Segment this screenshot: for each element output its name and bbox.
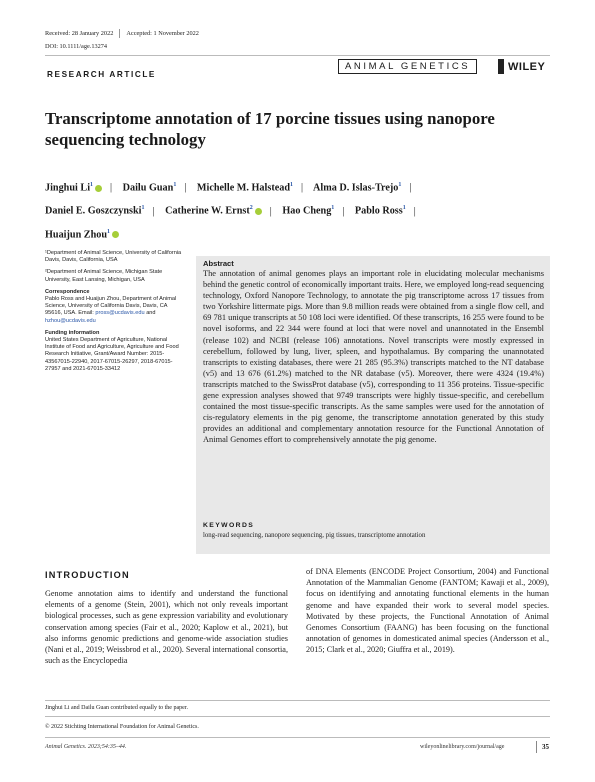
orcid-icon[interactable] bbox=[255, 208, 262, 215]
orcid-icon[interactable] bbox=[112, 231, 119, 238]
received-date: Received: 28 January 2022 bbox=[45, 29, 114, 37]
abstract-text: The annotation of animal genomes plays an important role in elucidating molecular mechanisms behind the genetic control of economically important traits. Here, we employed long-read sequencing technology, Oxford Nanopore Technology, to annotate the pig transcriptome across 17 tissues from two Yorkshire littermate pigs. More than 9.8 million reads were obtained from a single flow cell, and 69 781 unique transcripts at 50 108 loci were identified. Of these transcripts, 16 255 were found to be novel isoforms, and 22 344 were found at loci that were novel and unannotated in the Ensembl (release 102) and NCBI (release 106) annotations. Novel transcripts were mostly expressed in cerebellum, followed by lung, liver, spleen, and hypothalamus. By comparing the unannotated transcripts to existing databases, there were 21 285 (95.3%) transcripts matched to the NT database (v5) and 13 676 (61.2%) matched to the NR database (v5). Moreover, there were 4324 (19.4%) transcripts matched to the SwissProt database (v5), corresponding to 11 356 proteins. Tissue-specific gene expression analyses showed that 9749 transcripts were highly tissue-specific, and cerebellum contained the most tissue-specific transcripts. As the same samples were used for the annotation of cis-regulatory elements in the pig genome, the transcriptome annotation generated by this study provides an additional and complementary annotation resource for the Functional Annotation of Animal Genomes effort to comprehensively annotate the pig genome. bbox=[203, 269, 544, 445]
abstract-heading: Abstract bbox=[203, 259, 234, 268]
author-list: Jinghui Li$^1$ | Dailu Guan$^1$ | Michelle M. Halstead$^1$ | Alma D. Islas-Trejo$^1$ | Daniel E. Goszczynski$^1$ | Catherine W. Ernst$^2$ | Hao Cheng$^1$ | Pablo Ross$^1$ | Huaijun Zhou$^1$ bbox=[45, 182, 416, 241]
contribution-note: Jinghui Li and Dailu Guan contributed equally to the paper. bbox=[45, 705, 188, 711]
sidebar-info bbox=[45, 250, 185, 378]
copyright: © 2022 Stichting International Foundation for Animal Genetics. bbox=[45, 724, 199, 730]
publisher-logo: WILEY bbox=[508, 61, 546, 73]
correspondence-heading: Correspondence bbox=[45, 288, 90, 295]
journal-bar bbox=[498, 59, 504, 74]
body-text-col1: Genome annotation aims to identify and understand the functional elements of a genome (Stein, 2001), which not only reveals important biological processes, such as gene expression variability and evolutionary conservation among species (Fair et al., 2020; Kaplow et al., 2021), but also informs genomic predictions and genome-wide association studies (Nani et al., 2019; Weissbrod et al., 2020). Several international consortia, such as the Encyclopedia bbox=[45, 589, 288, 666]
article-type: RESEARCH ARTICLE bbox=[47, 70, 156, 79]
divider bbox=[45, 700, 550, 701]
page-number: 35 bbox=[542, 743, 549, 751]
citation: Animal Genetics. 2023;54:35–44. bbox=[45, 744, 127, 750]
author[interactable]: Huaijun Zhou bbox=[45, 229, 108, 241]
accepted-date: Accepted: 1 November 2022 bbox=[126, 29, 199, 37]
dates-line bbox=[45, 29, 199, 38]
author[interactable]: Alma D. Islas-Trejo bbox=[313, 182, 399, 194]
affiliation: ²Department of Animal Science, Michigan State University, East Lansing, Michigan, USA bbox=[45, 269, 163, 283]
author[interactable]: Jinghui Li bbox=[45, 182, 91, 194]
affiliation: ¹Department of Animal Science, University of California Davis, Davis, California, USA bbox=[45, 250, 182, 264]
body-text-col2: of DNA Elements (ENCODE Project Consortium, 2004) and Functional Annotation of the Mammalian Genome (FANTOM; Kawaji et al., 2009), focus on identifying and annotating functional elements in the human genome and have expanded their work to several model species. Motivated by these projects, the Functional Annotation of Animal Genomes Consortium (FAANG) has been focusing on the functional annotation of genomes in domesticated animal species (Andersson et al., 2015; Clark et al., 2020; Giuffra et al., 2019). bbox=[306, 567, 549, 655]
keywords-text: long-read sequencing, nanopore sequencing, pig tissues, transcriptome annotation bbox=[203, 532, 426, 539]
author[interactable]: Dailu Guan bbox=[122, 182, 174, 194]
divider bbox=[45, 737, 550, 738]
orcid-icon[interactable] bbox=[95, 185, 102, 192]
email-link[interactable]: hzhou@ucdavis.edu bbox=[45, 317, 96, 324]
author[interactable]: Daniel E. Goszczynski bbox=[45, 205, 142, 217]
email-link[interactable]: pross@ucdavis.edu bbox=[95, 310, 145, 317]
author[interactable]: Hao Cheng bbox=[282, 205, 332, 217]
divider bbox=[536, 741, 537, 753]
funding-heading: Funding information bbox=[45, 329, 100, 336]
doi[interactable]: DOI: 10.1111/age.13274 bbox=[45, 43, 108, 50]
author[interactable]: Pablo Ross bbox=[354, 205, 403, 217]
keywords-heading: KEYWORDS bbox=[203, 522, 255, 529]
paper-title: Transcriptome annotation of 17 porcine tissues using nanopore sequencing technology bbox=[45, 109, 495, 149]
section-heading: INTRODUCTION bbox=[45, 570, 130, 580]
divider bbox=[45, 716, 550, 717]
journal-name: ANIMAL GENETICS bbox=[338, 59, 477, 74]
funding-text: United States Department of Agriculture, National Institute of Food and Agriculture, Agriculture and Food Research Initiative, Grant/Award Number: 2015-43567015-22940, 2017-67015-26297, 2018-67015-27957 and 2021-67015-33412 bbox=[45, 337, 179, 372]
divider bbox=[119, 29, 120, 38]
author[interactable]: Catherine W. Ernst bbox=[165, 205, 250, 217]
author[interactable]: Michelle M. Halstead bbox=[196, 182, 290, 194]
journal-url[interactable]: wileyonlinelibrary.com/journal/age bbox=[420, 744, 505, 750]
divider bbox=[45, 55, 550, 56]
correspondence-text: Pablo Ross and Huaijun Zhou, Department of Animal Science, University of California Davis, Davis, CA 95616, USA. Email: pross@ucdavis.edu and hzhou@ucdavis.edu bbox=[45, 296, 177, 324]
